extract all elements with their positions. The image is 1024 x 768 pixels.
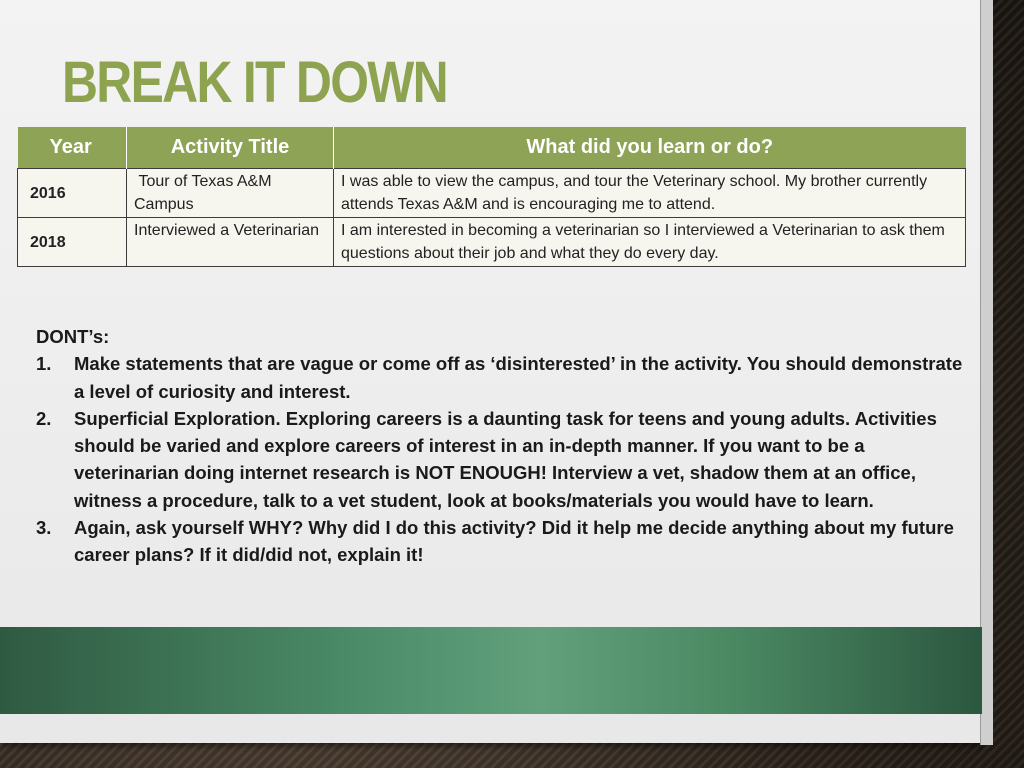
activity-table	[17, 127, 966, 267]
table-header-row	[18, 127, 966, 169]
footer-band	[0, 627, 982, 714]
header-activity-title: Activity Title	[127, 127, 334, 169]
list-number: 1.	[36, 353, 52, 375]
table-row	[18, 218, 966, 267]
list-text: Again, ask yourself WHY? Why did I do this activity? Did it help me decide anything about my future career plans? If it did/did not, explain it!	[74, 517, 954, 566]
list-text: Make statements that are vague or come off as ‘disinterested’ in the activity. You should demonstrate a level of curiosity and interest.	[74, 353, 963, 402]
cell-activity-title: Interviewed a Veterinarian	[127, 218, 334, 267]
donts-list	[36, 350, 966, 568]
table-row	[18, 169, 966, 218]
header-learned: What did you learn or do?	[334, 127, 966, 169]
cell-activity-title: Tour of Texas A&M Campus	[127, 169, 334, 218]
list-text: Superficial Exploration. Exploring careers is a daunting task for teens and young adults. Activities should be varied and explore careers of interest in an in-depth manner. If you want to be a veterinarian doing internet research is NOT ENOUGH! Interview a vet, shadow them at an office, witness a procedure, talk to a vet student, look at books/materials you would have to learn.	[74, 407, 937, 511]
donts-section	[36, 323, 966, 569]
list-item	[36, 514, 966, 569]
cell-year: 2018	[18, 218, 127, 267]
slide-title: BREAK IT DOWN	[62, 50, 447, 115]
header-year: Year	[18, 127, 127, 169]
list-item	[36, 405, 966, 514]
cell-learned: I was able to view the campus, and tour the Veterinary school. My brother currently attends Texas A&M and is encouraging me to attend.	[334, 169, 966, 218]
cell-learned: I am interested in becoming a veterinarian so I interviewed a Veterinarian to ask them questions about their job and what they do every day.	[334, 218, 966, 267]
list-item	[36, 350, 966, 405]
list-number: 2.	[36, 407, 52, 429]
donts-label: DONT’s:	[36, 326, 110, 347]
cell-year: 2016	[18, 169, 127, 218]
list-number: 3.	[36, 517, 52, 539]
